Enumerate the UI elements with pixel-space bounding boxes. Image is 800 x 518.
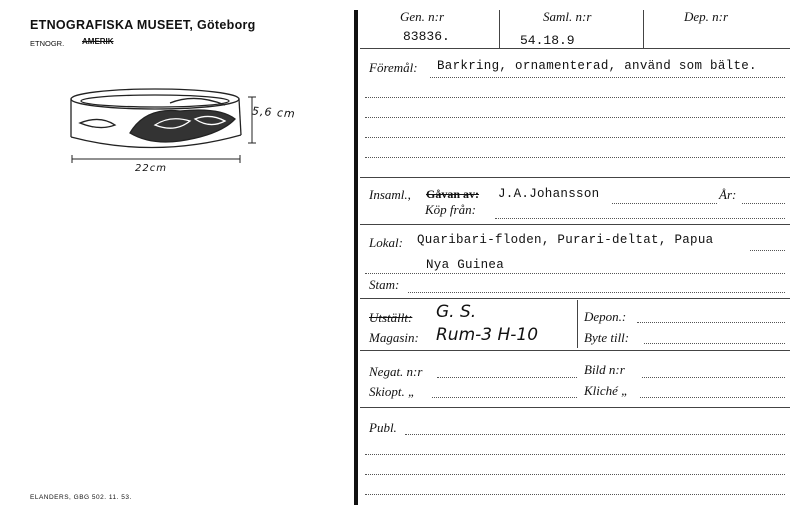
dotted-line bbox=[642, 377, 785, 378]
dotted-line bbox=[495, 218, 785, 219]
insaml-label: Insaml., bbox=[369, 187, 411, 202]
insaml-value: J.A.Johansson bbox=[498, 187, 600, 201]
dotted-line bbox=[430, 77, 785, 78]
stam-label: Stam: bbox=[369, 277, 400, 292]
foremal-label: Föremål: bbox=[369, 60, 418, 75]
museum-name: ETNOGRAFISKA MUSEET, Göteborg bbox=[30, 18, 256, 32]
dotted-line bbox=[432, 397, 577, 398]
magasin-value: Rum-3 H-10 bbox=[436, 325, 539, 345]
dotted-line bbox=[365, 117, 785, 118]
printer-line: ELANDERS, GBG 502. 11. 53. bbox=[30, 494, 132, 501]
saml-label: Saml. n:r bbox=[543, 9, 592, 24]
gen-value: 83836. bbox=[403, 29, 450, 44]
section-rule bbox=[360, 177, 790, 178]
height-annotation: 5,6 cm bbox=[251, 104, 297, 121]
dotted-line bbox=[644, 343, 785, 344]
kliche-label: Kliché „ bbox=[584, 383, 629, 398]
lokal-line-1: Quaribari-floden, Purari-deltat, Papua bbox=[417, 233, 714, 247]
card-divider bbox=[354, 10, 358, 505]
dotted-line bbox=[365, 454, 785, 455]
depon-label: Depon.: bbox=[584, 309, 627, 324]
section-rule bbox=[360, 350, 790, 351]
dotted-line bbox=[365, 474, 785, 475]
magasin-label: Magasin: bbox=[369, 330, 419, 345]
saml-value: 54.18.9 bbox=[520, 33, 575, 48]
dotted-line bbox=[640, 397, 785, 398]
department-label: ETNOGR. bbox=[30, 39, 65, 48]
bark-ring-sketch bbox=[60, 85, 260, 165]
ar-label: År: bbox=[719, 187, 737, 202]
dotted-line bbox=[437, 377, 577, 378]
dotted-line bbox=[750, 250, 785, 251]
gen-label: Gen. n:r bbox=[400, 9, 445, 24]
section-rule bbox=[360, 224, 790, 225]
width-annotation: 22cm bbox=[135, 163, 167, 174]
skiopt-label: Skiopt. „ bbox=[369, 384, 416, 399]
dotted-line bbox=[637, 322, 785, 323]
dep-label: Dep. n:r bbox=[684, 9, 729, 24]
dotted-line bbox=[365, 157, 785, 158]
header-separator bbox=[643, 10, 644, 48]
lokal-line-2: Nya Guinea bbox=[426, 258, 505, 272]
dotted-line bbox=[365, 137, 785, 138]
dotted-line bbox=[365, 273, 785, 274]
dotted-line bbox=[365, 494, 785, 495]
struck-department-code: AMERIK bbox=[82, 37, 114, 46]
dotted-line bbox=[405, 434, 785, 435]
byte-label: Byte till: bbox=[584, 330, 630, 345]
section-rule bbox=[360, 407, 790, 408]
dotted-line bbox=[365, 97, 785, 98]
storage-separator bbox=[577, 300, 578, 348]
header-separator bbox=[499, 10, 500, 48]
insaml-struck: Gåvan av: bbox=[426, 187, 480, 201]
bild-label: Bild n:r bbox=[584, 362, 625, 377]
dotted-line bbox=[742, 203, 785, 204]
foremal-value: Barkring, ornamenterad, använd som bälte. bbox=[437, 59, 757, 73]
dotted-line bbox=[408, 292, 785, 293]
kop-label: Köp från: bbox=[425, 202, 476, 217]
section-rule bbox=[360, 298, 790, 299]
lokal-label: Lokal: bbox=[369, 235, 403, 250]
utstallt-label: Utställt: bbox=[369, 310, 413, 325]
publ-label: Publ. bbox=[369, 420, 397, 435]
dotted-line bbox=[612, 203, 717, 204]
utstallt-value: G. S. bbox=[436, 302, 477, 322]
section-rule bbox=[360, 48, 790, 49]
negat-label: Negat. n:r bbox=[369, 364, 423, 379]
